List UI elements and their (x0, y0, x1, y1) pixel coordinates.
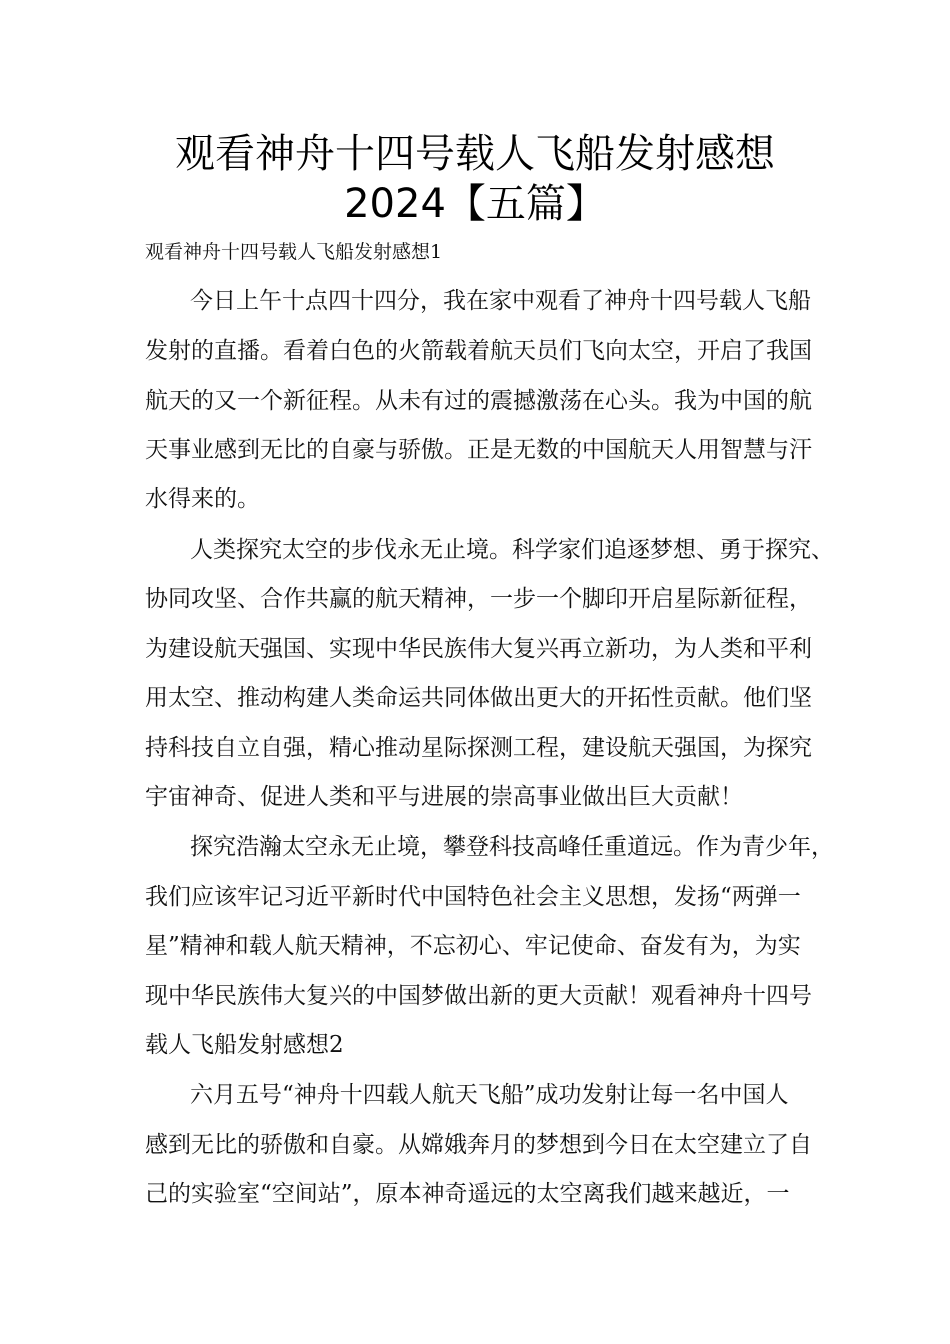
body-text-line: 用太空、推动构建人类命运共同体做出更大的开拓性贡献。他们坚 (145, 685, 812, 711)
body-text-line: 宇宙神奇、促进人类和平与进展的崇高事业做出巨大贡献！ (145, 784, 743, 810)
body-text-line: 航天的又一个新征程。从未有过的震撼激荡在心头。我为中国的航 (145, 388, 812, 414)
body-text-line: 载人飞船发射感想2 (145, 1032, 344, 1058)
body-text-line: 我们应该牢记习近平新时代中国特色社会主义思想，发扬“两弹一 (145, 884, 801, 910)
body-text-line: 人类探究太空的步伐永无止境。科学家们追逐梦想、勇于探究、 (190, 537, 834, 563)
document-title-line-2: 2024【五篇】 (344, 181, 606, 227)
section-heading: 观看神舟十四号载人飞船发射感想1 (145, 241, 443, 263)
body-text-line: 持科技自立自强，精心推动星际探测工程，建设航天强国，为探究 (145, 735, 812, 761)
body-text-line: 现中华民族伟大复兴的中国梦做出新的更大贡献！观看神舟十四号 (145, 983, 812, 1009)
body-text-line: 星”精神和载人航天精神，不忘初心、牢记使命、奋发有为，为实 (145, 933, 801, 959)
body-text-line: 探究浩瀚太空永无止境，攀登科技高峰任重道远。作为青少年， (190, 834, 834, 860)
document-title-line-1: 观看神舟十四号载人飞船发射感想 (175, 131, 775, 177)
body-text-line: 为建设航天强国、实现中华民族伟大复兴再立新功，为人类和平利 (145, 636, 812, 662)
body-text-line: 己的实验室“空间站”，原本神奇遥远的太空离我们越来越近，一 (145, 1181, 790, 1207)
body-text-line: 发射的直播。看着白色的火箭载着航天员们飞向太空，开启了我国 (145, 338, 812, 364)
body-text-line: 感到无比的骄傲和自豪。从嫦娥奔月的梦想到今日在太空建立了自 (145, 1132, 812, 1158)
body-text-line: 协同攻坚、合作共赢的航天精神，一步一个脚印开启星际新征程， (145, 586, 812, 612)
body-text-line: 水得来的。 (145, 486, 260, 512)
body-text-line: 今日上午十点四十四分，我在家中观看了神舟十四号载人飞船 (190, 288, 811, 314)
body-text-line: 天事业感到无比的自豪与骄傲。正是无数的中国航天人用智慧与汗 (145, 437, 812, 463)
body-text-line: 六月五号“神舟十四载人航天飞船”成功发射让每一名中国人 (190, 1082, 789, 1108)
